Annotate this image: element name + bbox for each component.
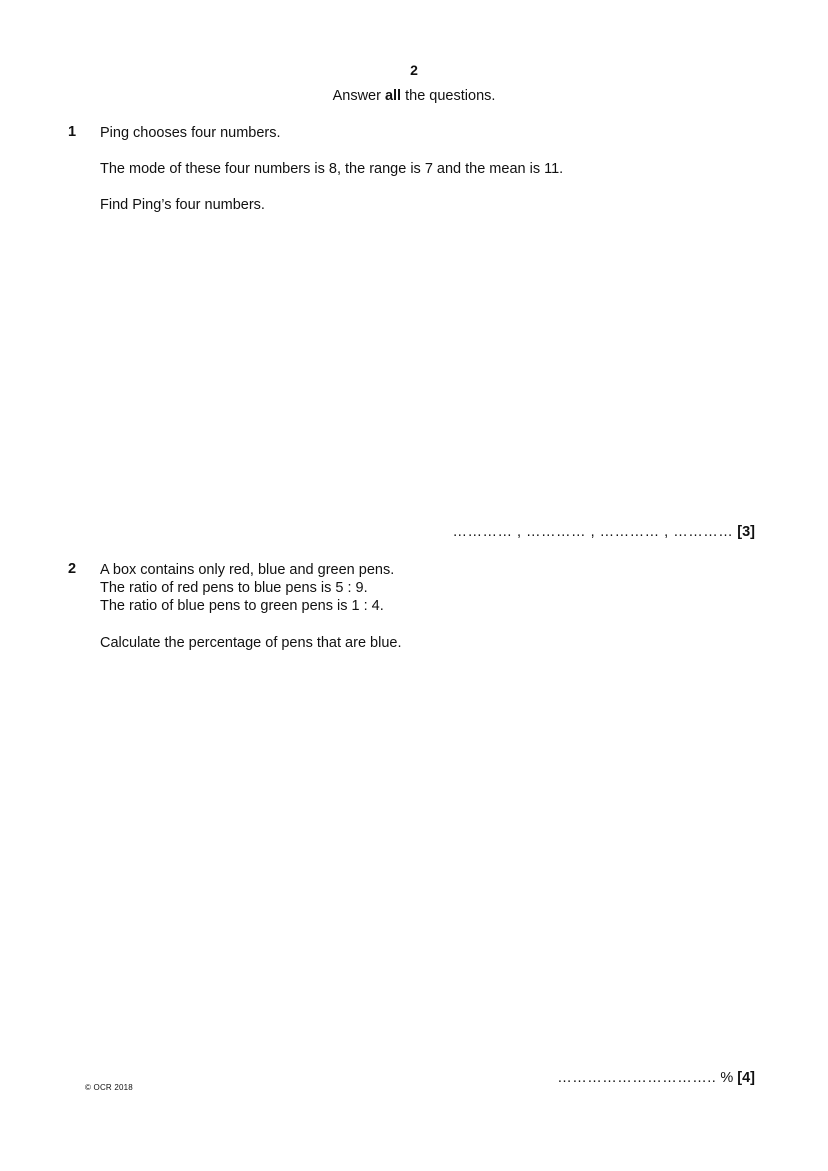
question-2-number: 2 (68, 561, 77, 577)
instruction-bold: all (384, 88, 402, 104)
instruction-prefix: Answer (332, 88, 385, 104)
question-2-line-3: The ratio of blue pens to green pens is 1 : 4. (100, 598, 384, 614)
question-1-line-2: The mode of these four numbers is 8, the range is 7 and the mean is 11. (100, 161, 564, 177)
question-1-line-1: Ping chooses four numbers. (100, 125, 281, 141)
question-2-line-1: A box contains only red, blue and green pens. (100, 562, 395, 578)
question-1-number: 1 (68, 124, 77, 140)
question-1-answer-dots: ………… , ………… , ………… , ………… (452, 524, 734, 540)
question-2-answer-unit: % (716, 1070, 738, 1086)
question-2-line-4: Calculate the percentage of pens that are blue. (100, 635, 402, 651)
question-2-line-2: The ratio of red pens to blue pens is 5 : 9. (100, 580, 368, 596)
question-1-marks: [3] (737, 524, 755, 540)
question-2-answer-dots: ………………………….. (557, 1070, 717, 1086)
page-number: 2 (410, 62, 418, 78)
instruction-suffix: the questions. (401, 88, 496, 104)
question-2-marks: [4] (737, 1070, 755, 1086)
question-2-answer-line[interactable] (557, 1070, 755, 1086)
question-1-line-3: Find Ping’s four numbers. (100, 197, 265, 213)
copyright-notice: © OCR 2018 (85, 1083, 133, 1092)
instructions (0, 88, 828, 104)
question-1-answer-line[interactable] (452, 524, 755, 540)
